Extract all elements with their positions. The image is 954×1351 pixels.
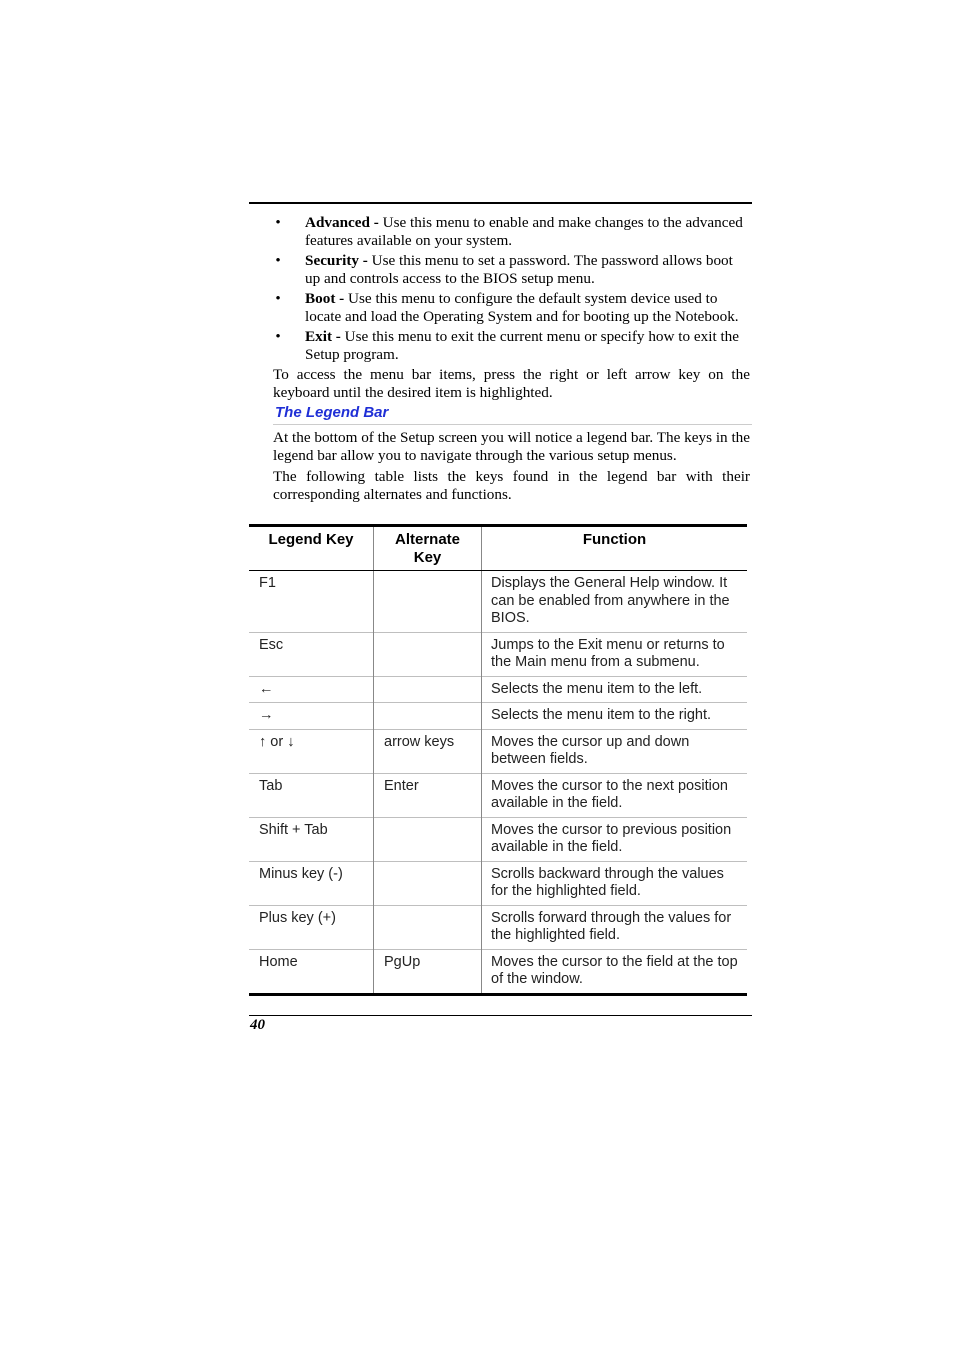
legend-key-cell: ↑ or ↓ — [249, 729, 374, 773]
table-row — [249, 861, 747, 905]
function-cell: Selects the menu item to the left. — [482, 676, 748, 703]
section-paragraph-2: The following table lists the keys found in the legend bar with their corresponding alternates and functions. — [273, 468, 750, 503]
table-row — [249, 703, 747, 730]
intro-paragraph: To access the menu bar items, press the right or left arrow key on the keyboard until the desired item is highlighted. — [273, 366, 750, 401]
alternate-key-cell — [374, 632, 482, 676]
legend-key-cell: Tab — [249, 773, 374, 817]
function-cell: Scrolls backward through the values for the highlighted field. — [482, 861, 748, 905]
header-alternate-key: Alternate Key — [374, 526, 482, 571]
page-number: 40 — [250, 1017, 265, 1033]
page-content — [273, 214, 750, 504]
alternate-key-cell — [374, 861, 482, 905]
list-item — [273, 214, 750, 250]
bullet-icon: • — [275, 252, 281, 269]
table-row — [249, 949, 747, 994]
bullet-text: Use this menu to exit the current menu or specify how to exit the Setup program. — [305, 328, 740, 363]
table-row — [249, 676, 747, 703]
legend-key-cell: Shift + Tab — [249, 817, 374, 861]
legend-key-cell: → — [249, 703, 374, 730]
bullet-text: Use this menu to configure the default system device used to locate and load the Operating System and for booting up the Notebook. — [305, 290, 739, 325]
bullet-term: Advanced - — [305, 214, 379, 231]
alternate-key-cell — [374, 703, 482, 730]
legend-key-cell: ← — [249, 676, 374, 703]
bullet-text: Use this menu to enable and make changes to the advanced features available on your system. — [305, 214, 743, 249]
legend-key-table — [249, 524, 747, 996]
bottom-rule — [249, 1015, 752, 1016]
bullet-icon: • — [275, 328, 281, 345]
function-cell: Jumps to the Exit menu or returns to the Main menu from a submenu. — [482, 632, 748, 676]
bullet-text: Use this menu to set a password. The password allows boot up and controls access to the BIOS setup menu. — [305, 252, 733, 287]
heading-rule — [273, 424, 752, 425]
alternate-key-cell — [374, 905, 482, 949]
function-cell: Displays the General Help window. It can be enabled from anywhere in the BIOS. — [482, 571, 748, 633]
alternate-key-cell — [374, 817, 482, 861]
alternate-key-cell: arrow keys — [374, 729, 482, 773]
table-row — [249, 817, 747, 861]
list-item — [273, 252, 750, 288]
header-function: Function — [482, 526, 748, 571]
alternate-key-cell: PgUp — [374, 949, 482, 994]
alternate-key-cell — [374, 571, 482, 633]
function-cell: Moves the cursor up and down between fields. — [482, 729, 748, 773]
legend-key-cell: Minus key (-) — [249, 861, 374, 905]
table-row — [249, 905, 747, 949]
legend-key-cell: F1 — [259, 575, 276, 591]
list-item — [273, 328, 750, 364]
bullet-icon: • — [275, 214, 281, 231]
list-item — [273, 290, 750, 326]
table-row — [249, 773, 747, 817]
table-header-row — [249, 526, 747, 571]
function-cell: Scrolls forward through the values for the highlighted field. — [482, 905, 748, 949]
legend-key-cell: Esc — [249, 632, 374, 676]
legend-key-cell: Home — [249, 949, 374, 994]
bullet-term: Boot - — [305, 290, 345, 307]
bullet-term: Exit - — [305, 328, 341, 345]
section-paragraph-1: At the bottom of the Setup screen you will notice a legend bar. The keys in the legend bar allow you to navigate through the various setup menus. — [273, 429, 750, 464]
function-cell: Moves the cursor to the field at the top of the window. — [482, 949, 748, 994]
bullet-term: Security - — [305, 252, 368, 269]
top-rule — [249, 202, 752, 204]
bullet-icon: • — [275, 290, 281, 307]
alternate-key-cell: Enter — [374, 773, 482, 817]
section-heading: The Legend Bar — [275, 404, 389, 421]
table-row — [249, 729, 747, 773]
function-cell: Moves the cursor to previous position available in the field. — [482, 817, 748, 861]
table-row — [249, 632, 747, 676]
table-row — [249, 571, 747, 633]
menu-bullet-list — [273, 214, 750, 364]
legend-key-cell: Plus key (+) — [249, 905, 374, 949]
function-cell: Selects the menu item to the right. — [482, 703, 748, 730]
header-legend-key: Legend Key — [249, 526, 374, 571]
alternate-key-cell — [374, 676, 482, 703]
function-cell: Moves the cursor to the next position available in the field. — [482, 773, 748, 817]
